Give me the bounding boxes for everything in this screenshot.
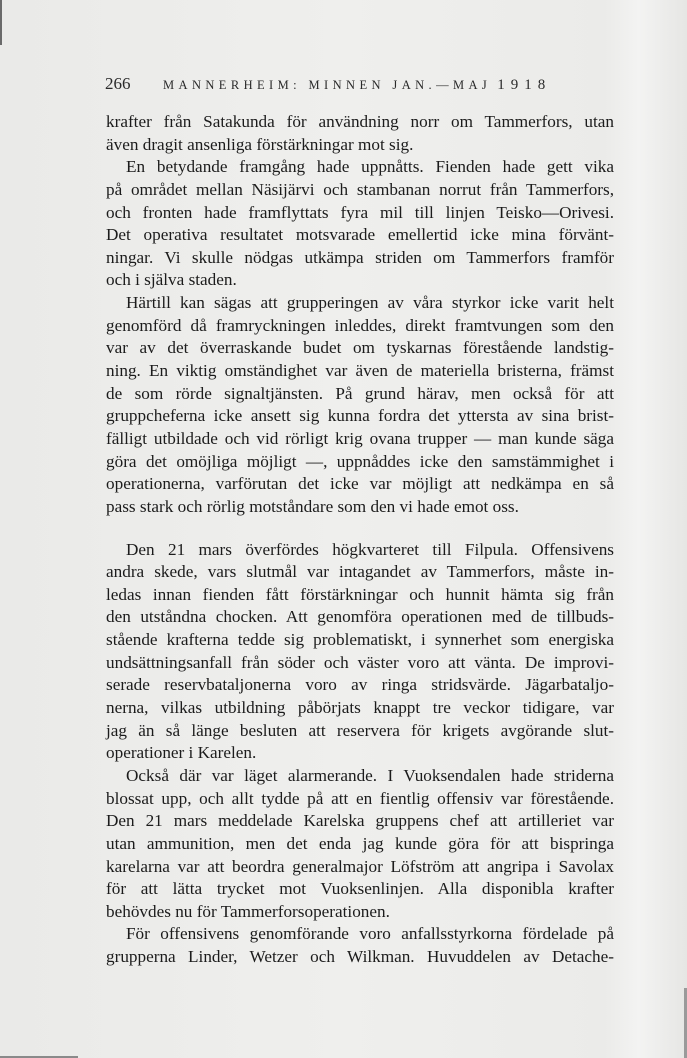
text-line: stående krafterna tedde sig problematiskt, i synnerhet som energiska bbox=[106, 630, 614, 650]
running-title-year: 1918 bbox=[497, 77, 552, 93]
text-line: blossat upp, och allt tydde på att en fientlig offensiv var förestående. bbox=[106, 788, 614, 808]
text-line: göra det omöjliga möjligt —, uppnåddes icke den samstämmighet i bbox=[106, 451, 614, 471]
page-edge-shadow bbox=[0, 0, 2, 45]
text-line: krafter från Satakunda för användning norr om Tammerfors, utan bbox=[106, 112, 614, 131]
text-line: pass stark och rörlig motståndare som den vi hade emot oss. bbox=[106, 496, 519, 516]
text-line: En betydande framgång hade uppnåtts. Fienden hade gett vika bbox=[126, 157, 614, 177]
page-number: 266 bbox=[105, 74, 131, 93]
text-line: nerna, vilkas utbildning påbörjats knappt tre veckor tidigare, var bbox=[106, 698, 614, 718]
text-line: grupperna Linder, Wetzer och Wilkman. Huvuddelen av Detache- bbox=[106, 947, 614, 967]
text-line: fälligt utbildade och vid rörligt krig ovana trupper — man kunde säga bbox=[106, 428, 614, 448]
paragraph bbox=[106, 765, 614, 923]
text-line: Den 21 mars meddelade Karelska gruppens chef att artilleriet var bbox=[106, 811, 614, 831]
text-line: Den 21 mars överfördes högkvarteret till Filpula. Offensivens bbox=[126, 539, 614, 559]
text-line: och i själva staden. bbox=[106, 270, 237, 290]
text-line: gruppcheferna icke ansett sig kunna fordra det yttersta av sina brist- bbox=[106, 406, 614, 426]
paragraph bbox=[106, 111, 614, 156]
text-line: För offensivens genomförande voro anfallsstyrkorna fördelade på bbox=[126, 924, 614, 944]
text-line: ning. En viktig omständighet var även de materiella bristerna, främst bbox=[106, 361, 614, 381]
text-line: Härtill kan sägas att grupperingen av våra styrkor icke varit helt bbox=[126, 293, 614, 313]
text-line: den utståndna chocken. Att genomföra operationen med de tillbuds- bbox=[106, 607, 614, 627]
text-line: utan ammunition, men det enda jag kunde göra för att bispringa bbox=[106, 833, 614, 853]
paragraph bbox=[106, 923, 614, 968]
text-line: och fronten hade framflyttats fyra mil till linjen Teisko—Orivesi. bbox=[106, 202, 614, 222]
running-header bbox=[105, 74, 625, 94]
paragraph bbox=[106, 539, 614, 765]
text-line: ningar. Vi skulle nödgas utkämpa striden om Tammerfors framför bbox=[106, 247, 614, 267]
text-line: Det operativa resultatet motsvarade emellertid icke mina förvänt- bbox=[106, 225, 614, 245]
body-text bbox=[106, 111, 614, 969]
text-line: på området mellan Näsijärvi och stambanan norrut från Tammerfors, bbox=[106, 179, 614, 199]
text-line: undsättningsanfall från söder och väster voro att vänta. De improvi- bbox=[106, 652, 614, 672]
text-line: för att lätta trycket mot Vuoksenlinjen. Alla disponibla krafter bbox=[106, 879, 614, 899]
text-line: operationerna, varförutan det icke var möjligt att nedkämpa en så bbox=[106, 474, 614, 494]
text-line: de som rörde signaltjänsten. På grund härav, men också för att bbox=[106, 383, 614, 403]
text-line: ledas innan fienden fått förstärkningar och hunnit hämta sig från bbox=[106, 584, 614, 604]
section-break bbox=[106, 519, 614, 539]
text-line: genomförd då framryckningen inleddes, direkt framtvungen som den bbox=[106, 315, 614, 335]
text-line: andra skede, vars slutmål var intagandet av Tammerfors, måste in- bbox=[106, 562, 614, 582]
text-line: karelarna var att beordra generalmajor Löfström att angripa i Savolax bbox=[106, 856, 614, 876]
text-line: operationer i Karelen. bbox=[106, 743, 257, 763]
text-line: Också där var läget alarmerande. I Vuoksendalen hade striderna bbox=[126, 765, 614, 785]
running-title: MANNERHEIM: MINNEN JAN.—MAJ bbox=[163, 78, 492, 92]
paragraph bbox=[106, 156, 614, 292]
text-line: serade reservbataljonerna voro av ringa stridsvärde. Jägarbataljo- bbox=[106, 675, 614, 695]
text-line: behövdes nu för Tammerforsoperationen. bbox=[106, 901, 390, 921]
text-line: jag än så länge besluten att reservera för krigets avgörande slut- bbox=[106, 720, 614, 740]
paragraph bbox=[106, 292, 614, 518]
text-line: även dragit ansenliga förstärkningar mot sig. bbox=[106, 134, 414, 154]
text-line: var av det överraskande budet om tyskarnas förestående landstig- bbox=[106, 338, 614, 358]
